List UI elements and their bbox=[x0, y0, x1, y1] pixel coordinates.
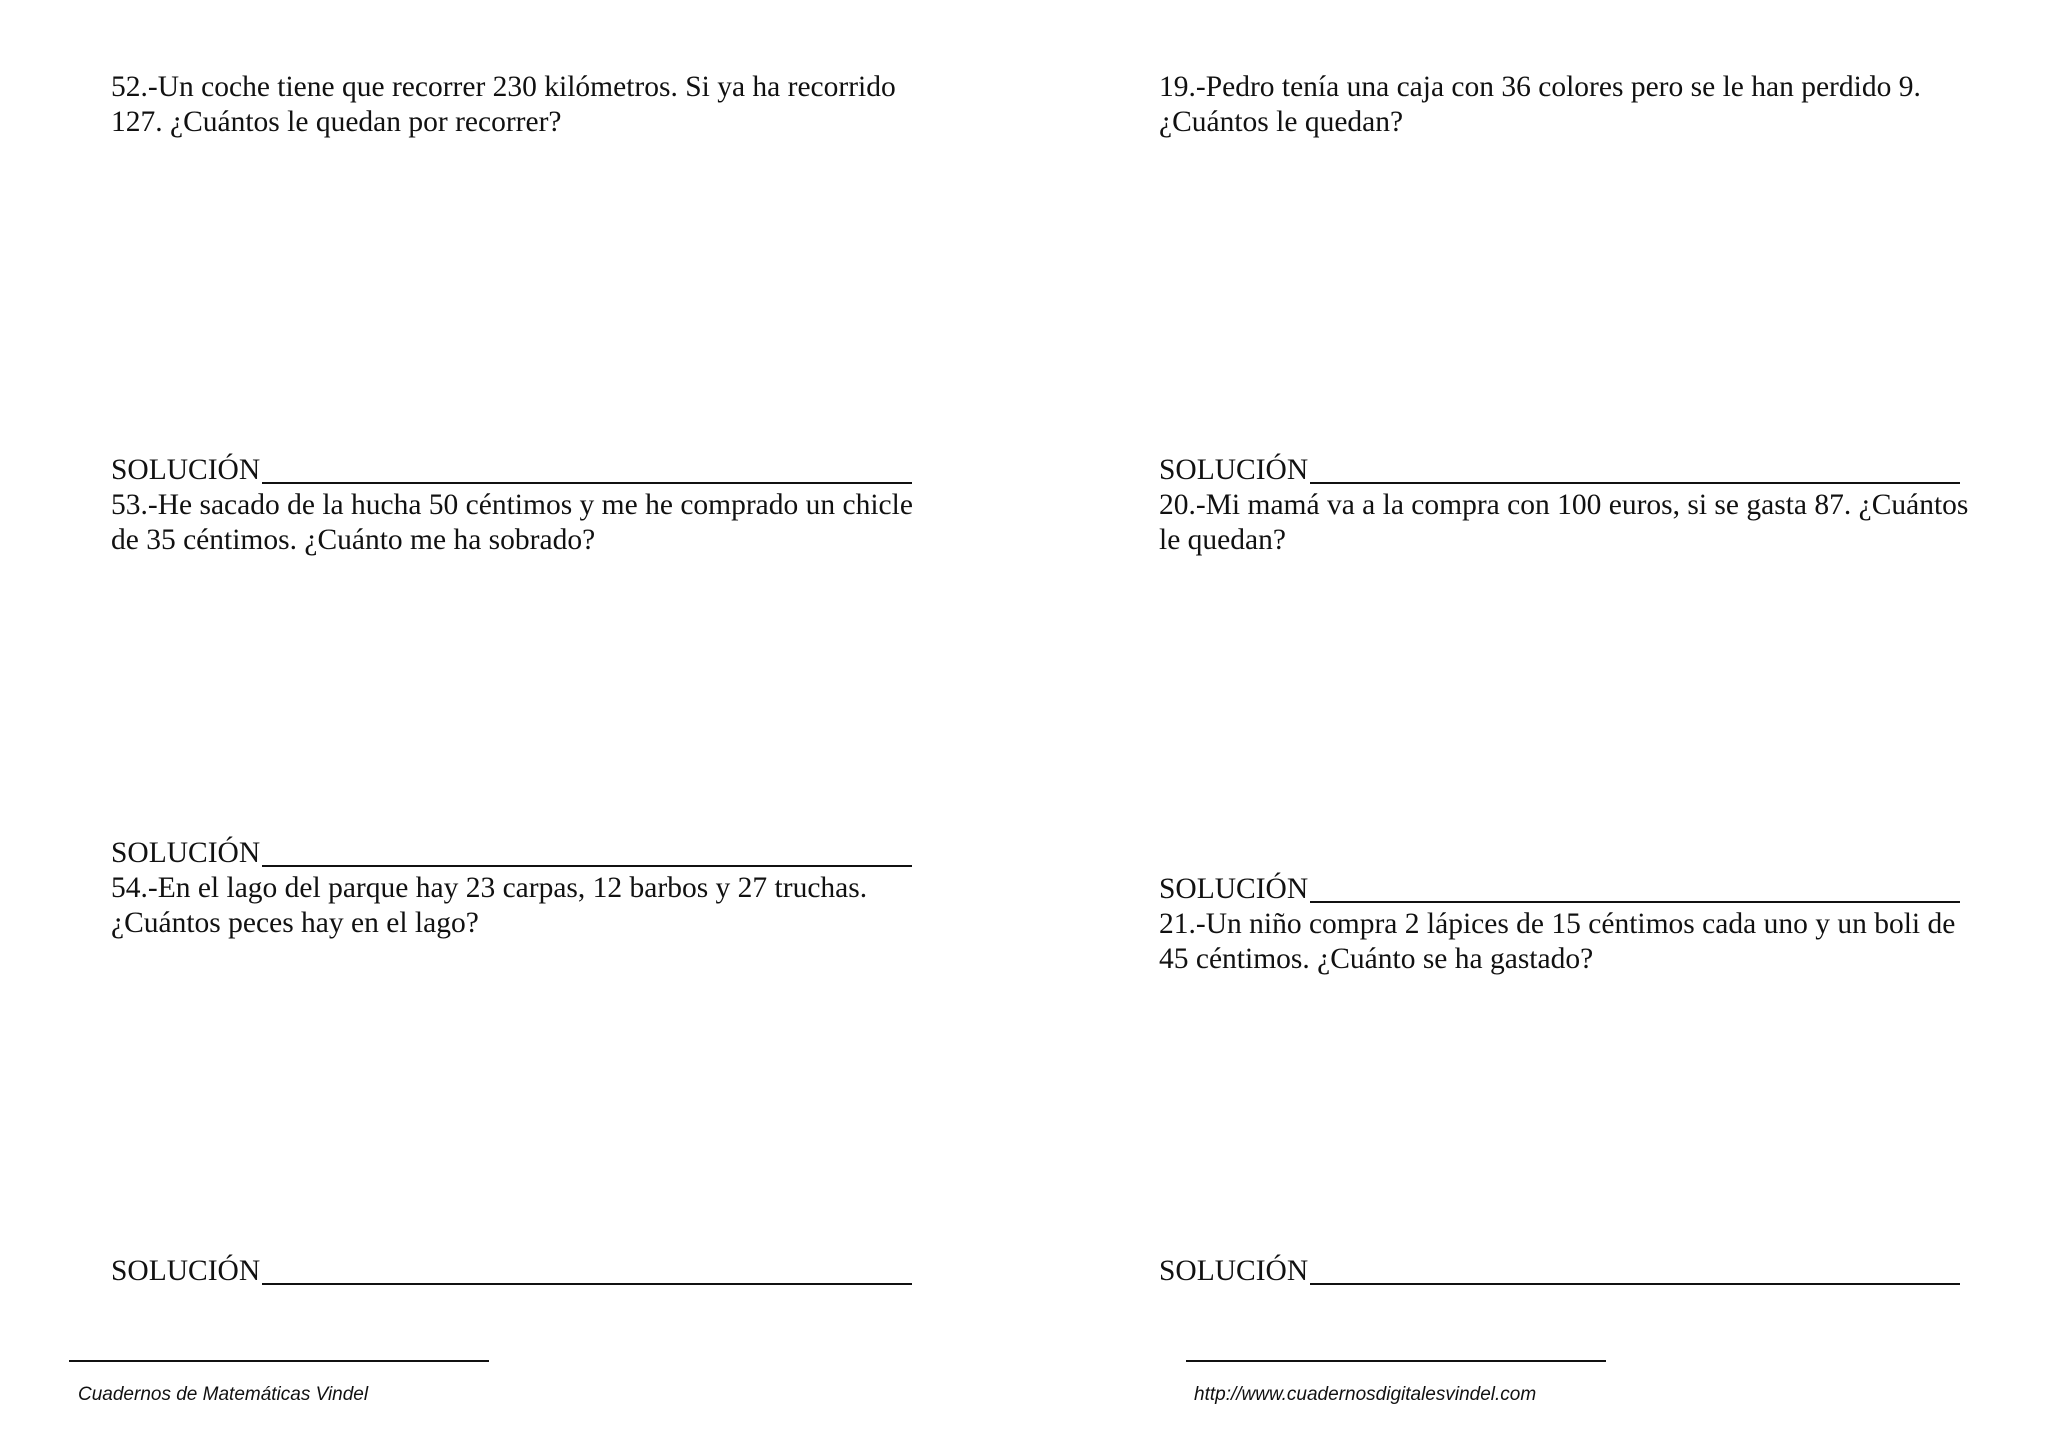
problem-text: 21.-Un niño compra 2 lápices de 15 céntimos cada uno y un boli de 45 céntimos. ¿Cuánto se ha gastado? bbox=[1159, 908, 1956, 975]
problem-54 bbox=[111, 871, 931, 941]
problem-20 bbox=[1159, 488, 1979, 558]
problem-text: 54.-En el lago del parque hay 23 carpas, 12 barbos y 27 truchas. ¿Cuántos peces hay en el lago? bbox=[111, 872, 868, 939]
solution-line-53 bbox=[111, 836, 912, 871]
problem-text: 53.-He sacado de la hucha 50 céntimos y me he comprado un chicle de 35 céntimos. ¿Cuánto me ha sobrado? bbox=[111, 489, 913, 556]
answer-line bbox=[262, 482, 912, 484]
answer-line bbox=[1310, 482, 1960, 484]
solution-label: SOLUCIÓN bbox=[1159, 873, 1309, 905]
problem-52 bbox=[111, 70, 931, 140]
problem-21 bbox=[1159, 907, 1979, 977]
problem-text: 20.-Mi mamá va a la compra con 100 euros, si se gasta 87. ¿Cuántos le quedan? bbox=[1159, 489, 1969, 556]
solution-line-21 bbox=[1159, 1254, 1960, 1289]
answer-line bbox=[262, 865, 912, 867]
footer-url: http://www.cuadernosdigitalesvindel.com bbox=[1194, 1384, 1537, 1405]
problem-text: 52.-Un coche tiene que recorrer 230 kilómetros. Si ya ha recorrido 127. ¿Cuántos le quedan por recorrer? bbox=[111, 71, 896, 138]
solution-line-52 bbox=[111, 453, 912, 488]
solution-label: SOLUCIÓN bbox=[111, 837, 261, 869]
footer-rule-left bbox=[69, 1360, 489, 1362]
problem-19 bbox=[1159, 70, 1979, 140]
answer-line bbox=[1310, 1283, 1960, 1285]
solution-label: SOLUCIÓN bbox=[1159, 454, 1309, 486]
problem-53 bbox=[111, 488, 931, 558]
problem-text: 19.-Pedro tenía una caja con 36 colores pero se le han perdido 9. ¿Cuántos le quedan? bbox=[1159, 71, 1921, 138]
solution-line-20 bbox=[1159, 872, 1960, 907]
footer-rule-right bbox=[1186, 1360, 1606, 1362]
answer-line bbox=[1310, 901, 1960, 903]
answer-line bbox=[262, 1283, 912, 1285]
solution-label: SOLUCIÓN bbox=[1159, 1255, 1309, 1287]
solution-line-54 bbox=[111, 1254, 912, 1289]
solution-label: SOLUCIÓN bbox=[111, 1255, 261, 1287]
solution-label: SOLUCIÓN bbox=[111, 454, 261, 486]
footer-left-text: Cuadernos de Matemáticas Vindel bbox=[78, 1384, 369, 1405]
solution-line-19 bbox=[1159, 453, 1960, 488]
